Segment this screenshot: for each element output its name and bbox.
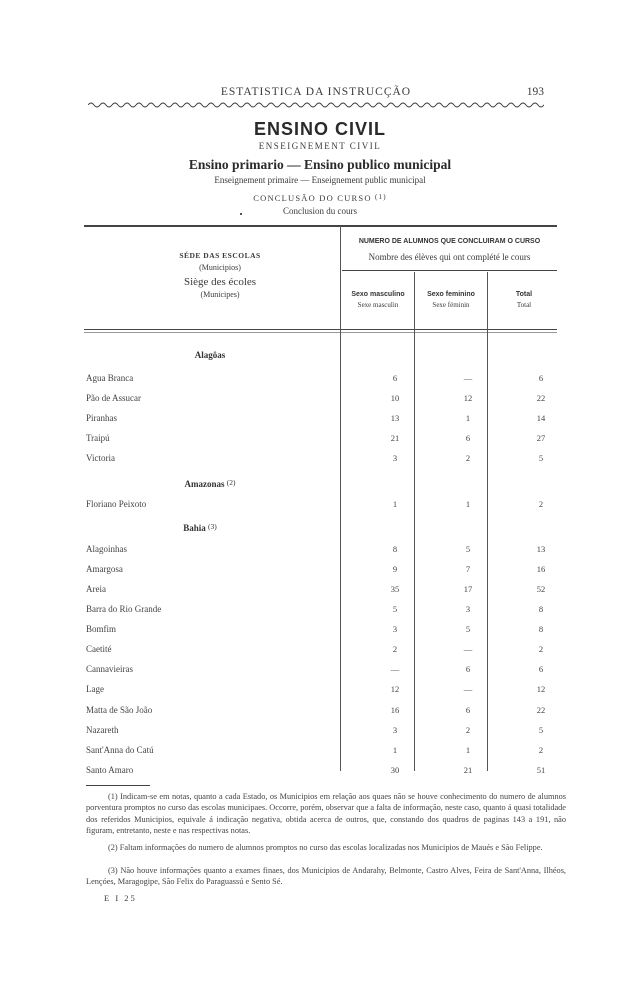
page-title: ENSINO CIVIL bbox=[253, 119, 386, 139]
col-sep-2 bbox=[414, 272, 415, 771]
state-name: Amazonas bbox=[184, 479, 225, 489]
table-top-rule bbox=[84, 225, 557, 227]
cell-female: 5 bbox=[465, 544, 471, 554]
row-name: Amargosa bbox=[86, 564, 123, 574]
cell-total: 22 bbox=[536, 393, 546, 403]
cell-male: 8 bbox=[392, 544, 398, 554]
state-note: (3) bbox=[208, 522, 217, 531]
cell-female: 7 bbox=[465, 564, 471, 574]
header-male-fr: Sexe masculin bbox=[357, 301, 399, 309]
cell-total: 6 bbox=[538, 373, 544, 383]
page-subtitle-fr: ENSEIGNEMENT CIVIL bbox=[258, 141, 382, 151]
cell-total: 52 bbox=[536, 584, 546, 594]
header-female-fr: Sexe féminin bbox=[432, 301, 470, 309]
header-seat-pt-sub: (Municipios) bbox=[199, 263, 241, 272]
wavy-rule bbox=[88, 101, 544, 109]
header-seat-pt: SÉDE DAS ESCOLAS bbox=[179, 251, 261, 260]
cell-female: 1 bbox=[465, 745, 471, 755]
cell-total: 5 bbox=[538, 725, 544, 735]
state-heading-bahia bbox=[75, 522, 325, 533]
cell-total: 16 bbox=[536, 564, 546, 574]
row-name: Pão de Assucar bbox=[86, 393, 141, 403]
cell-female: 17 bbox=[463, 584, 473, 594]
cell-male: 30 bbox=[390, 765, 400, 775]
cell-total: 6 bbox=[538, 664, 544, 674]
cell-male: 3 bbox=[392, 624, 398, 634]
state-heading-alagoas bbox=[85, 350, 335, 360]
header-female-pt: Sexo feminino bbox=[427, 291, 475, 298]
footnote-3: (3) Não houve informações quanto a exames finaes, dos Municipios de Andarahy, Belmonte, Castro Alves, Feira de Sant'Anna, Ilhéos, Lençóes, Maragogipe, São Felix do Paraguassú e Sento Sé. bbox=[86, 866, 566, 887]
section-title-fr: Enseignement primaire — Enseignement public municipal bbox=[214, 175, 426, 185]
state-name: Alagôas bbox=[194, 350, 226, 360]
cell-female: 21 bbox=[463, 765, 473, 775]
state-note: (2) bbox=[226, 478, 236, 487]
cell-female: 5 bbox=[465, 624, 471, 634]
header-total-pt: Total bbox=[515, 291, 533, 298]
cell-total: 13 bbox=[536, 544, 546, 554]
cell-total: 14 bbox=[536, 413, 546, 423]
state-name: Bahia bbox=[183, 523, 206, 533]
group-subrule bbox=[342, 270, 557, 271]
cell-total: 2 bbox=[538, 499, 544, 509]
header-seat-fr-sub: (Municipes) bbox=[200, 290, 240, 299]
row-name: Cannavieiras bbox=[86, 664, 133, 674]
row-name: Barra do Rio Grande bbox=[86, 604, 162, 614]
row-name: Caetité bbox=[86, 644, 112, 654]
row-name: Nazareth bbox=[86, 725, 119, 735]
col-sep-1 bbox=[340, 226, 341, 771]
row-name: Lage bbox=[86, 684, 104, 694]
col-sep-3 bbox=[487, 272, 488, 771]
header-seat bbox=[120, 251, 320, 299]
cell-total: 8 bbox=[538, 604, 544, 614]
header-seat-fr: Siège des écoles bbox=[183, 276, 257, 288]
row-name: Floriano Peixoto bbox=[86, 499, 147, 509]
cell-total: 2 bbox=[538, 745, 544, 755]
cell-male: 21 bbox=[390, 433, 400, 443]
header-male-pt: Sexo masculino bbox=[351, 291, 405, 298]
row-name: Areia bbox=[86, 584, 106, 594]
cell-male: 3 bbox=[392, 453, 398, 463]
row-name: Sant'Anna do Catú bbox=[86, 745, 154, 755]
cell-male: 13 bbox=[390, 413, 400, 423]
header-female bbox=[415, 291, 487, 309]
cell-female: 6 bbox=[465, 705, 471, 715]
row-name: Bomfim bbox=[86, 624, 117, 634]
cell-female: — bbox=[463, 644, 473, 654]
row-name: Alagoinhas bbox=[86, 544, 127, 554]
cell-female: 2 bbox=[465, 453, 471, 463]
cell-total: 27 bbox=[536, 433, 546, 443]
header-total-fr: Total bbox=[516, 301, 532, 309]
cell-total: 51 bbox=[536, 765, 546, 775]
conclusion-title-fr: Conclusion du cours bbox=[283, 206, 357, 216]
running-title: ESTATISTICA DA INSTRUCÇÃO bbox=[220, 86, 412, 98]
cell-male: 10 bbox=[390, 393, 400, 403]
conclusion-title bbox=[0, 193, 640, 203]
cell-total: 8 bbox=[538, 624, 544, 634]
header-male bbox=[342, 291, 414, 309]
cell-total: 12 bbox=[536, 684, 546, 694]
cell-male: 35 bbox=[390, 584, 400, 594]
cell-male: 1 bbox=[392, 499, 398, 509]
cell-total: 2 bbox=[538, 644, 544, 654]
cell-total: 5 bbox=[538, 453, 544, 463]
page-number: 193 bbox=[526, 86, 544, 98]
cell-female: 3 bbox=[465, 604, 471, 614]
cell-female: 1 bbox=[465, 499, 471, 509]
row-name: Piranhas bbox=[86, 413, 117, 423]
row-name: Matta de São João bbox=[86, 705, 153, 715]
cell-female: 6 bbox=[465, 664, 471, 674]
cell-female: 2 bbox=[465, 725, 471, 735]
cell-male: 16 bbox=[390, 705, 400, 715]
footnote-rule bbox=[86, 785, 150, 786]
cell-male: 9 bbox=[392, 564, 398, 574]
stray-mark bbox=[240, 213, 242, 215]
cell-male: — bbox=[390, 664, 400, 674]
cell-male: 1 bbox=[392, 745, 398, 755]
conclusion-note: (1) bbox=[374, 193, 387, 201]
state-heading-amazonas bbox=[85, 478, 335, 489]
cell-female: 1 bbox=[465, 413, 471, 423]
section-title: Ensino primario — Ensino publico municipal bbox=[188, 157, 452, 172]
cell-female: 6 bbox=[465, 433, 471, 443]
cell-female: 12 bbox=[463, 393, 473, 403]
cell-female: — bbox=[463, 373, 473, 383]
header-group-title: NUMERO DE ALUMNOS QUE CONCLUIRAM O CURSO bbox=[358, 238, 541, 245]
footnote-1: (1) Indicam-se em notas, quanto a cada Estado, os Municipios em relação aos quaes não se houve conhecimento do numero de alumnos porventura promptos no curso das escolas municipaes. Occorre, porém, observar que a falta de informação, neste caso, quanto á quasi totalidade dos referidos Municipios, equivale á indicação negativa, obtida acerca de outros, que, constando dos quadros de paginas 143 a 191, não figuram, entretanto, neste e nas respectivas notas. bbox=[86, 792, 566, 835]
conclusion-label: CONCLUSÃO DO CURSO bbox=[253, 193, 372, 203]
row-name: Santo Amaro bbox=[86, 765, 134, 775]
cell-male: 6 bbox=[392, 373, 398, 383]
cell-total: 22 bbox=[536, 705, 546, 715]
cell-male: 12 bbox=[390, 684, 400, 694]
cell-male: 2 bbox=[392, 644, 398, 654]
row-name: Agua Branca bbox=[86, 373, 134, 383]
header-total bbox=[488, 291, 560, 309]
row-name: Traipú bbox=[86, 433, 110, 443]
cell-male: 5 bbox=[392, 604, 398, 614]
cell-male: 3 bbox=[392, 725, 398, 735]
cell-female: — bbox=[463, 684, 473, 694]
header-group-title-fr: Nombre des élèves qui ont complété le cours bbox=[368, 252, 531, 262]
row-name: Victoria bbox=[86, 453, 115, 463]
footnote-2: (2) Faltam informações do numero de alumnos promptos no curso das escolas localizadas nos Municipios de Maués e São Felippe. bbox=[108, 843, 543, 852]
printer-signature: E I 25 bbox=[104, 893, 137, 903]
